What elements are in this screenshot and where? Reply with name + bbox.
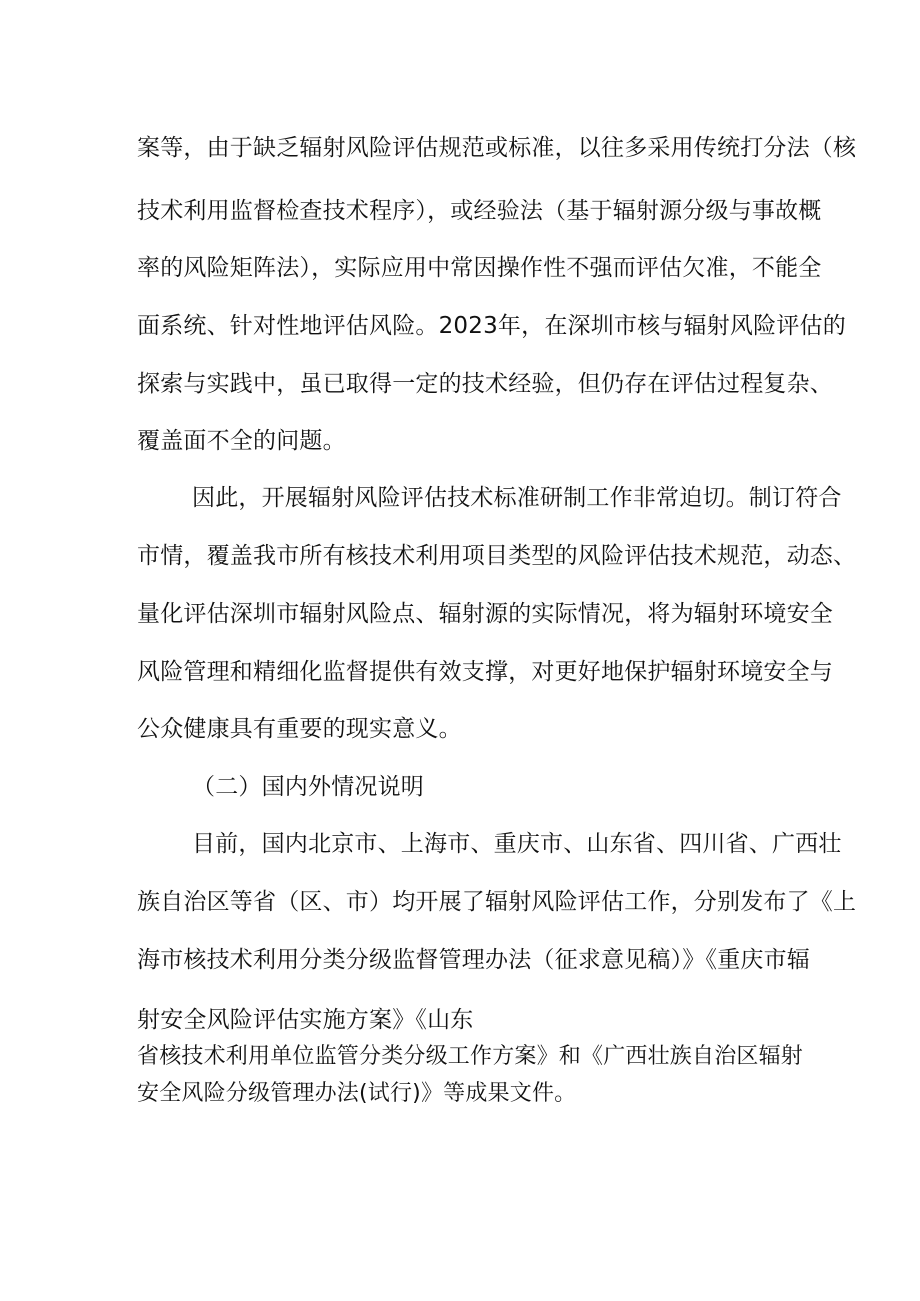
paragraph-3-line-2: 族自治区等省（区、市）均开展了辐射风险评估工作，分别发布了《上 (137, 889, 857, 915)
paragraph-3-line-4: 射安全风险评估实施方案》《山东 (137, 1007, 474, 1033)
paragraph-1-line-1: 案等，由于缺乏辐射风险评估规范或标准，以往多采用传统打分法（核 (137, 135, 857, 161)
section-heading: （二）国内外情况说明 (192, 774, 424, 800)
paragraph-1-line-3: 率的风险矩阵法），实际应用中常因操作性不强而评估欠准，不能全 (137, 255, 822, 281)
paragraph-3-line-5: 省核技术利用单位监管分类分级工作方案》和《广西壮族自治区辐射 (137, 1044, 804, 1069)
paragraph-3-line-6: 安全风险分级管理办法(试行)》等成果文件。 (137, 1081, 577, 1106)
paragraph-2-line-5: 公众健康具有重要的现实意义。 (137, 716, 462, 742)
paragraph-1-line-4: 面系统、针对性地评估风险。2023年，在深圳市核与辐射风险评估的 (137, 313, 846, 339)
paragraph-3-line-3: 海市核技术利用分类分级监督管理办法（征求意见稿）》《重庆市辐 (137, 947, 810, 973)
paragraph-3-line-1: 目前，国内北京市、上海市、重庆市、山东省、四川省、广西壮 (192, 831, 842, 857)
paragraph-2-line-2: 市情，覆盖我市所有核技术利用项目类型的风险评估技术规范，动态、 (137, 543, 857, 569)
paragraph-2-line-1: 因此，开展辐射风险评估技术标准研制工作非常迫切。制订符合 (192, 485, 842, 511)
paragraph-1-line-6: 覆盖面不全的问题。 (137, 428, 346, 454)
paragraph-2-line-3: 量化评估深圳市辐射风险点、辐射源的实际情况，将为辐射环境安全 (137, 601, 833, 627)
paragraph-1-line-2: 技术利用监督检查技术程序），或经验法（基于辐射源分级与事故概 (137, 198, 822, 224)
paragraph-2-line-4: 风险管理和精细化监督提供有效支撑，对更好地保护辐射环境安全与 (137, 659, 833, 685)
paragraph-1-line-5: 探索与实践中，虽已取得一定的技术经验，但仍存在评估过程复杂、 (137, 371, 833, 397)
